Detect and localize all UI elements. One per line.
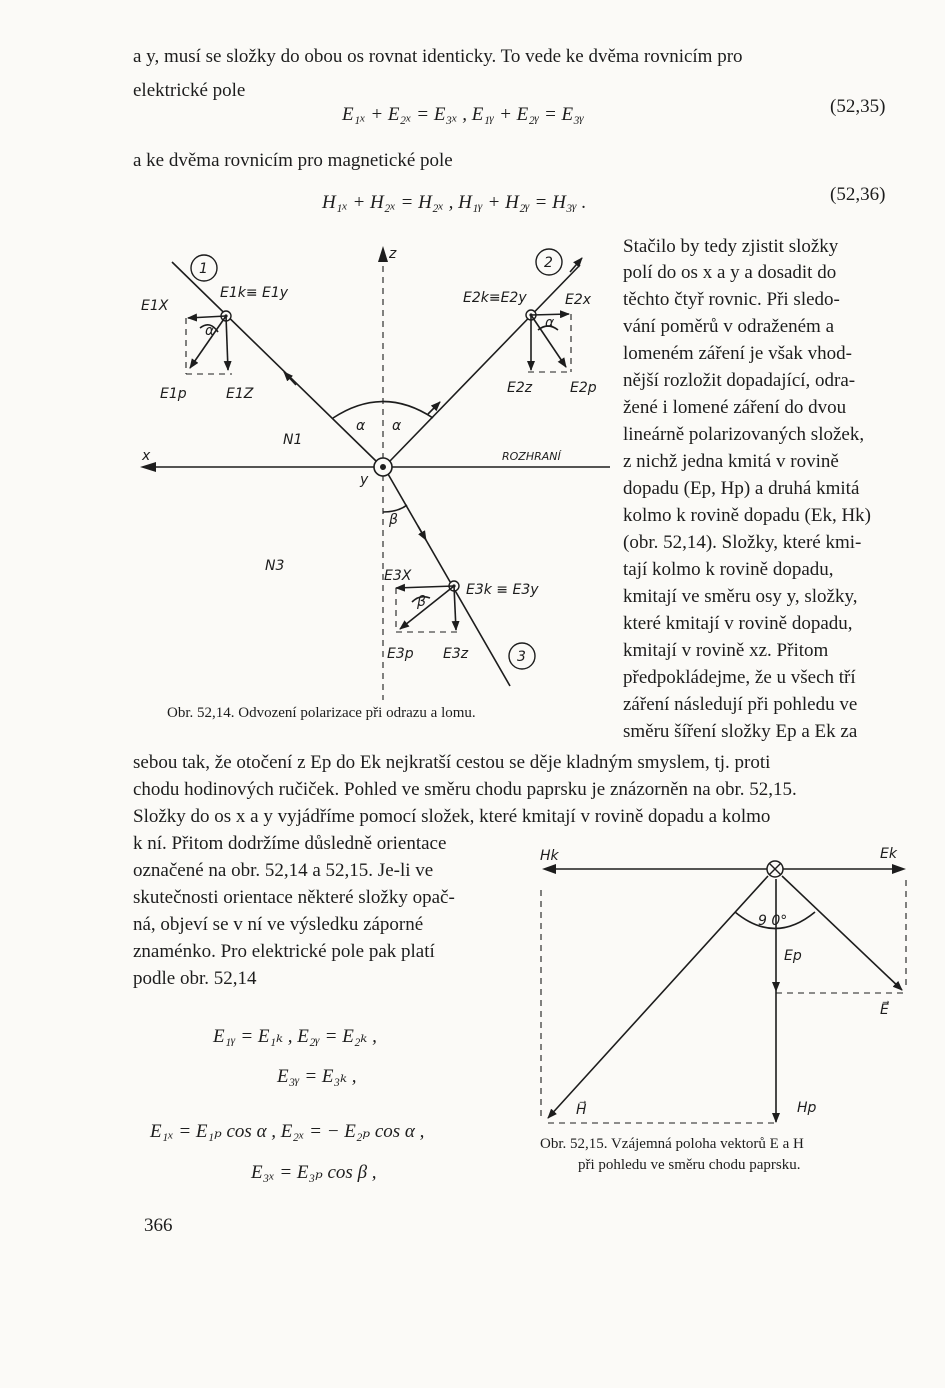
text-line: k ní. Přitom dodržíme důsledně orientace xyxy=(133,833,447,854)
equation-number-52-36: (52,36) xyxy=(830,184,886,205)
hk-label: Hk xyxy=(540,848,559,864)
ray-2-number: 2 xyxy=(544,255,553,271)
text-line: Složky do os x a y vyjádříme pomocí složek, které kmitají v rovině dopadu a kolmo xyxy=(133,806,771,827)
interface-label: ROZHRANÍ xyxy=(502,450,561,463)
e2k-label: E2k≡E2y xyxy=(463,290,527,306)
y-axis-label: y xyxy=(360,472,369,488)
text-line: z nichž jedna kmitá v rovině xyxy=(623,451,839,472)
figure-52-15-caption-1: Obr. 52,15. Vzájemná poloha vektorů E a H xyxy=(540,1136,804,1152)
intro-line-1: a y, musí se složky do obou os rovnat identicky. To vede ke dvěma rovnicím pro xyxy=(133,46,743,67)
e-vector-label: E⃗ xyxy=(880,1002,889,1018)
page-number: 366 xyxy=(144,1215,173,1236)
e1k-label: E1k≡ E1y xyxy=(220,285,289,301)
text-line: předpokládejme, že u všech tří xyxy=(623,667,856,688)
text-line: lineárně polarizovaných složek, xyxy=(623,424,865,445)
text-line: sebou tak, že otočení z Ep do Ek nejkratší cestou se děje kladným smyslem, tj. proti xyxy=(133,752,771,773)
ray-3-number: 3 xyxy=(517,649,526,665)
equation-52-36: H₁ₓ + H₂ₓ = H₂ₓ , H₁ᵧ + H₂ᵧ = H₃ᵧ . xyxy=(322,192,587,213)
e3k-label: E3k ≡ E3y xyxy=(466,582,539,598)
equation-1: E₁ᵧ = E₁ₖ , E₂ᵧ = E₂ₖ , xyxy=(213,1026,377,1047)
hp-label: Hp xyxy=(797,1100,817,1116)
text-line: chodu hodinových ručiček. Pohled ve směru chodu paprsku je znázorněn na obr. 52,15. xyxy=(133,779,797,800)
figure-52-14-caption: Obr. 52,14. Odvození polarizace při odrazu a lomu. xyxy=(167,705,476,721)
z-axis-label: z xyxy=(389,246,397,262)
alpha-left: α xyxy=(356,418,366,434)
e1x-label: E1X xyxy=(141,298,169,314)
text-line: které kmitají v rovině dopadu, xyxy=(623,613,853,634)
e3z-label: E3z xyxy=(443,646,469,662)
text-line: nější rozložit dopadající, odra- xyxy=(623,370,856,391)
equation-52-35: E₁ₓ + E₂ₓ = E₃ₓ , E₁ᵧ + E₂ᵧ = E₃ᵧ xyxy=(342,104,585,125)
text-line: označené na obr. 52,14 a 52,15. Je-li ve xyxy=(133,860,434,881)
intro-line-2: elektrické pole xyxy=(133,80,246,101)
alpha-small-2: α xyxy=(545,315,555,331)
medium-n3-label: N3 xyxy=(265,558,285,574)
beta-small-label: β xyxy=(417,594,426,610)
text-line: Stačilo by tedy zjistit složky xyxy=(623,236,839,257)
alpha-small-1: α xyxy=(205,323,215,339)
text-line: kolmo k rovině dopadu (Ek, Hk) xyxy=(623,505,872,526)
e2x-label: E2x xyxy=(565,292,592,308)
text-line: skutečnosti orientace některé složky opač- xyxy=(133,887,455,908)
e2z-label: E2z xyxy=(507,380,533,396)
text-line: dopadu (Ep, Hp) a druhá kmitá xyxy=(623,478,860,499)
e3p-label: E3p xyxy=(387,646,414,662)
ek-arrow-icon xyxy=(892,864,906,874)
text-line: záření následují při pohledu ve xyxy=(623,694,858,715)
ep-label: Ep xyxy=(784,948,802,964)
text-line: žené i lomené záření do dvou xyxy=(623,397,847,418)
text-line: lomeném záření je však vhod- xyxy=(623,343,852,364)
text-line: tají kolmo k rovině dopadu, xyxy=(623,559,834,580)
magnetic-intro: a ke dvěma rovnicím pro magnetické pole xyxy=(133,150,453,171)
text-line: směru šíření složky Ep a Ek za xyxy=(623,721,858,742)
text-line: kmitají v rovině xz. Přitom xyxy=(623,640,829,661)
equation-2: E₃ᵧ = E₃ₖ , xyxy=(277,1066,357,1087)
beta-label: β xyxy=(389,512,398,528)
alpha-right: α xyxy=(392,418,402,434)
text-line: polí do os x a y a dosadit do xyxy=(623,262,837,283)
medium-n1-label: N1 xyxy=(283,432,303,448)
e1z-label: E1Z xyxy=(226,386,254,402)
angle-90-label: 9 0° xyxy=(758,913,788,929)
figure-52-15-caption-2: při pohledu ve směru chodu paprsku. xyxy=(578,1157,801,1173)
e2p-label: E2p xyxy=(570,380,597,396)
e-vector xyxy=(782,876,902,990)
equation-number-52-35: (52,35) xyxy=(830,96,886,117)
e3x-label: E3X xyxy=(384,568,412,584)
h-vector-label: H⃗ xyxy=(576,1102,587,1118)
hk-arrow-icon xyxy=(542,864,556,874)
text-line: vání poměrů v odraženém a xyxy=(623,316,835,337)
equation-4: E₃ₓ = E₃ₚ cos β , xyxy=(251,1162,377,1183)
x-axis-label: x xyxy=(142,448,151,464)
text-line: znaménko. Pro elektrické pole pak platí xyxy=(133,941,435,962)
text-line: kmitají ve směru osy y, složky, xyxy=(623,586,858,607)
text-line: ná, objeví se v ní ve výsledku záporné xyxy=(133,914,424,935)
ray-1-number: 1 xyxy=(199,261,208,277)
text-line: podle obr. 52,14 xyxy=(133,968,257,989)
equation-3: E₁ₓ = E₁ₚ cos α , E₂ₓ = − E₂ₚ cos α , xyxy=(150,1121,425,1142)
text-line: těchto čtyř rovnic. Při sledo- xyxy=(623,289,840,310)
text-line: (obr. 52,14). Složky, které kmi- xyxy=(623,532,862,553)
e1p-label: E1p xyxy=(160,386,187,402)
ek-label: Ek xyxy=(880,846,897,862)
